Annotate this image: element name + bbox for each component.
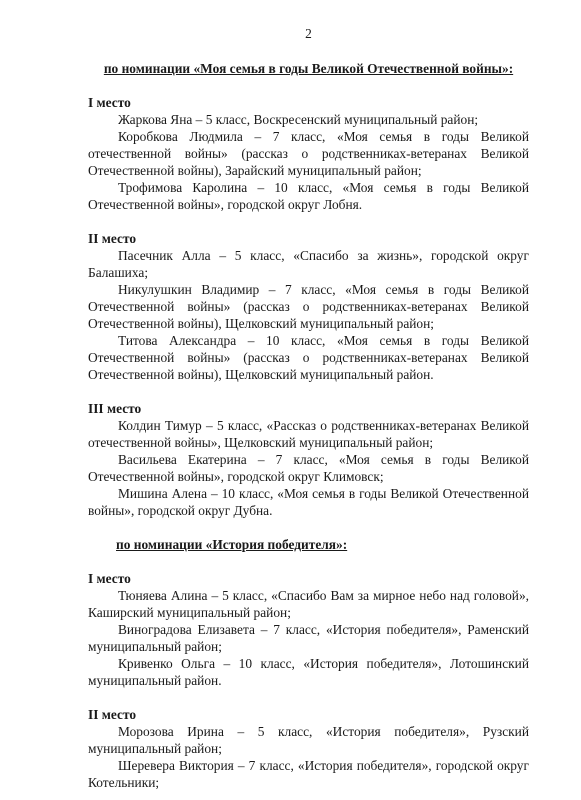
winner-entry: Никулушкин Владимир – 7 класс, «Моя семья в годы Великой Отечественной войны» (рассказ о родственниках-ветеранах Великой Отечественной войны), Щелковский муниципальный район;	[88, 282, 529, 331]
winner-entry: Кривенко Ольга – 10 класс, «История победителя», Лотошинский муниципальный район.	[88, 656, 529, 688]
winner-entry: Титова Александра – 10 класс, «Моя семья в годы Великой Отечественной войны» (рассказ о родственниках-ветеранах Великой Отечественной войны), Щелковский муниципальный район.	[88, 333, 529, 382]
place-heading: II место	[88, 231, 137, 246]
place-heading: II место	[88, 707, 137, 722]
nomination-heading: по номинации «Моя семья в годы Великой Отечественной войны»:	[103, 61, 514, 76]
nomination-heading: по номинации «История победителя»:	[116, 537, 348, 552]
winner-entry: Шеревера Виктория – 7 класс, «История победителя», городской округ Котельники;	[88, 758, 529, 790]
winner-entry: Васильева Екатерина – 7 класс, «Моя семья в годы Великой Отечественной войны», городской округ Климовск;	[88, 452, 529, 484]
winner-entry: Морозова Ирина – 5 класс, «История победителя», Рузский муниципальный район;	[88, 724, 529, 756]
winner-entry: Тюняева Алина – 5 класс, «Спасибо Вам за мирное небо над головой», Каширский муниципальный район;	[88, 588, 529, 620]
page-number: 2	[305, 26, 312, 41]
place-heading: I место	[88, 571, 131, 586]
winner-entry: Мишина Алена – 10 класс, «Моя семья в годы Великой Отечественной войны», городской округ Дубна.	[88, 486, 529, 518]
place-heading: III место	[88, 401, 142, 416]
winner-entry: Жаркова Яна – 5 класс, Воскресенский муниципальный район;	[118, 112, 479, 127]
winner-entry: Колдин Тимур – 5 класс, «Рассказ о родственниках-ветеранах Великой отечественной войны», Щелковский муниципальный район;	[88, 418, 529, 450]
place-heading: I место	[88, 95, 131, 110]
winner-entry: Коробкова Людмила – 7 класс, «Моя семья в годы Великой отечественной войны» (рассказ о родственниках-ветеранах Великой Отечественной войны), Зарайский муниципальный район;	[88, 129, 529, 178]
winner-entry: Пасечник Алла – 5 класс, «Спасибо за жизнь», городской округ Балашиха;	[88, 248, 529, 280]
winner-entry: Виноградова Елизавета – 7 класс, «История победителя», Раменский муниципальный район;	[88, 622, 529, 654]
winner-entry: Трофимова Каролина – 10 класс, «Моя семья в годы Великой Отечественной войны», городской округ Лобня.	[88, 180, 529, 212]
